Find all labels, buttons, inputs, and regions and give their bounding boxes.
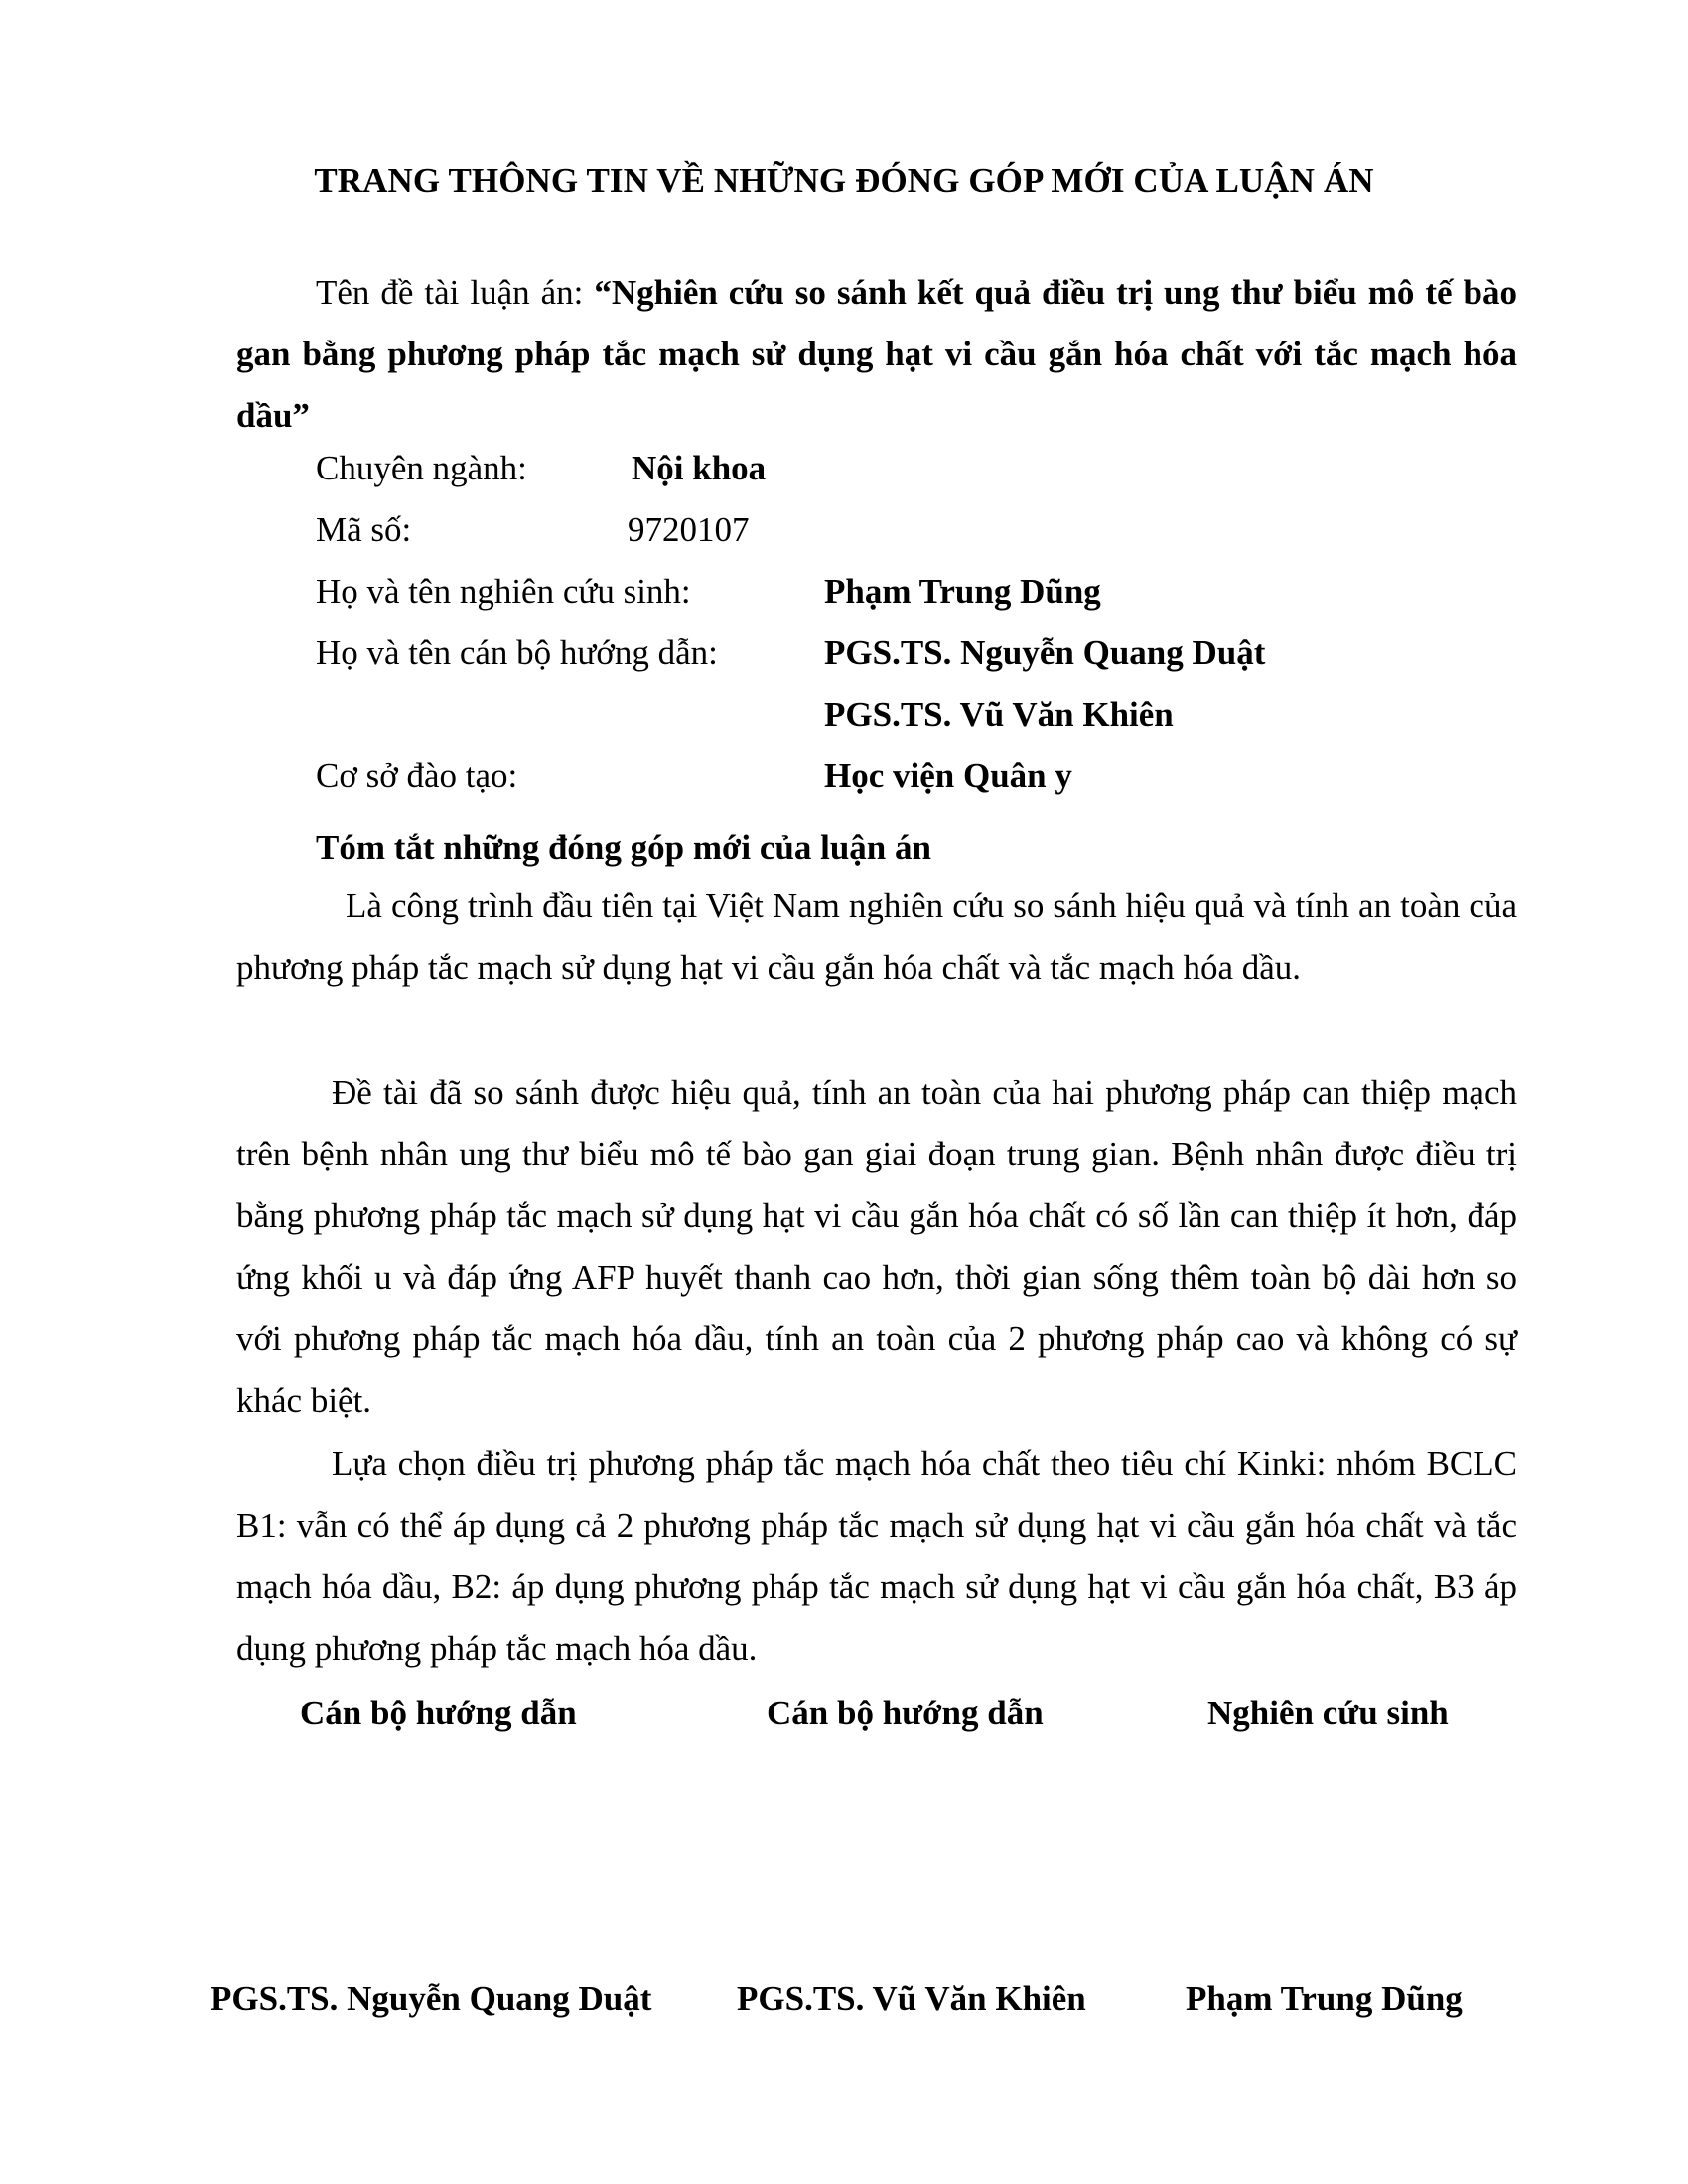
topic-label: Tên đề tài luận án:	[316, 273, 595, 312]
thesis-topic	[236, 262, 1517, 447]
info-row-supervisor	[316, 629, 1266, 677]
signature-role-2: Cán bộ hướng dẫn	[767, 1694, 1044, 1732]
info-label: Họ và tên nghiên cứu sinh:	[316, 572, 691, 611]
signature-role-3: Nghiên cứu sinh	[1207, 1694, 1449, 1732]
info-value: PGS.TS. Nguyễn Quang Duật	[824, 633, 1266, 672]
info-row-specialty	[316, 445, 767, 492]
info-label: Cơ sở đào tạo:	[316, 756, 518, 795]
summary-paragraph: Đề tài đã so sánh được hiệu quả, tính an toàn của hai phương pháp can thiệp mạch trên bệnh nhân ung thư biểu mô tế bào gan giai đoạn trung gian. Bệnh nhân được điều trị bằng phương pháp tắc mạch sử dụng hạt vi cầu gắn hóa chất có số lần can thiệp ít hơn, đáp ứng khối u và đáp ứng AFP huyết thanh cao hơn, thời gian sống thêm toàn bộ dài hơn so với phương pháp tắc mạch hóa dầu, tính an toàn của 2 phương pháp cao và không có sự khác biệt.	[236, 1073, 1517, 1420]
info-row-code	[316, 506, 750, 554]
summary-heading: Tóm tắt những đóng góp mới của luận án	[316, 828, 931, 867]
signature-name-3: Phạm Trung Dũng	[1186, 1979, 1463, 2018]
info-label: Mã số:	[316, 510, 412, 549]
signature-role-1: Cán bộ hướng dẫn	[300, 1694, 577, 1732]
info-value: PGS.TS. Vũ Văn Khiên	[824, 695, 1174, 734]
info-value: Nội khoa	[632, 449, 767, 487]
info-row-institution	[316, 752, 1072, 800]
signature-name-2: PGS.TS. Vũ Văn Khiên	[737, 1979, 1086, 2018]
info-value: Học viện Quân y	[824, 756, 1072, 795]
info-value: 9720107	[628, 510, 750, 549]
signature-name-1: PGS.TS. Nguyễn Quang Duật	[211, 1979, 652, 2018]
summary-paragraph: Lựa chọn điều trị phương pháp tắc mạch hóa chất theo tiêu chí Kinki: nhóm BCLC B1: vẫn có thể áp dụng cả 2 phương pháp tắc mạch sử dụng hạt vi cầu gắn hóa chất và tắc mạch hóa dầu, B2: áp dụng phương pháp tắc mạch sử dụng hạt vi cầu gắn hóa chất, B3 áp dụng phương pháp tắc mạch hóa dầu.	[236, 1444, 1517, 1668]
info-value: Phạm Trung Dũng	[824, 572, 1101, 611]
topic-value: “Nghiên cứu so sánh kết quả điều trị ung thư biểu mô tế bào gan bằng phương pháp tắc mạch sử dụng hạt vi cầu gắn hóa chất với tắc mạch hóa dầu”	[236, 273, 1517, 435]
page-title: TRANG THÔNG TIN VỀ NHỮNG ĐÓNG GÓP MỚI CỦA LUẬN ÁN	[314, 161, 1374, 200]
info-label: Chuyên ngành:	[316, 449, 527, 487]
info-row-researcher	[316, 568, 1101, 615]
summary-paragraph: Là công trình đầu tiên tại Việt Nam nghiên cứu so sánh hiệu quả và tính an toàn của phương pháp tắc mạch sử dụng hạt vi cầu gắn hóa chất và tắc mạch hóa dầu.	[236, 887, 1517, 987]
info-label: Họ và tên cán bộ hướng dẫn:	[316, 633, 718, 672]
